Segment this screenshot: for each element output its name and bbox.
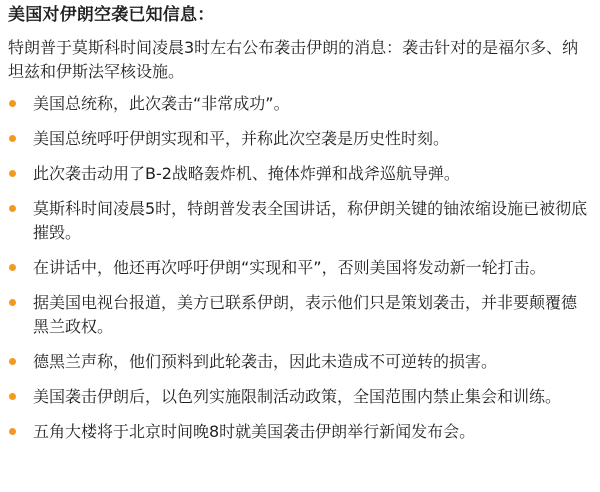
bullet-dot-icon [9, 358, 16, 365]
list-item-text: 五角大楼将于北京时间晚8时就美国袭击伊朗举行新闻发布会。 [33, 422, 476, 441]
bullet-dot-icon [9, 299, 16, 306]
intro-paragraph: 特朗普于莫斯科时间凌晨3时左右公布袭击伊朗的消息：袭击针对的是福尔多、纳坦兹和伊斯法罕核设施。 [8, 38, 579, 81]
bullet-dot-icon [9, 170, 16, 177]
list-item-text: 此次袭击动用了B-2战略轰炸机、掩体炸弹和战斧巡航导弹。 [33, 164, 460, 183]
list-item [8, 197, 590, 245]
bullet-dot-icon [9, 135, 16, 142]
list-item [8, 92, 590, 116]
bullet-dot-icon [9, 264, 16, 271]
list-item-text: 美国总统呼吁伊朗实现和平，并称此次空袭是历史性时刻。 [33, 129, 450, 148]
list-item-text: 莫斯科时间凌晨5时，特朗普发表全国讲话，称伊朗关键的铀浓缩设施已被彻底摧毁。 [33, 199, 588, 242]
list-item [8, 162, 590, 186]
list-item [8, 127, 590, 151]
bullet-dot-icon [9, 100, 16, 107]
list-item [8, 420, 590, 444]
bullet-list [8, 92, 590, 444]
list-item-text: 美国袭击伊朗后，以色列实施限制活动政策，全国范围内禁止集会和训练。 [33, 387, 562, 406]
list-item-text: 在讲话中，他还再次呼吁伊朗“实现和平”，否则美国将发动新一轮打击。 [33, 258, 546, 277]
article-heading: 美国对伊朗空袭已知信息： [8, 5, 215, 25]
list-item [8, 291, 590, 339]
bullet-dot-icon [9, 205, 16, 212]
list-item [8, 256, 590, 280]
bullet-dot-icon [9, 428, 16, 435]
list-item [8, 385, 590, 409]
list-item-text: 美国总统称，此次袭击“非常成功”。 [33, 94, 290, 113]
bullet-dot-icon [9, 393, 16, 400]
list-item-text: 据美国电视台报道，美方已联系伊朗，表示他们只是策划袭击，并非要颠覆德黑兰政权。 [33, 293, 578, 336]
list-item-text: 德黑兰声称，他们预料到此轮袭击，因此未造成不可逆转的损害。 [33, 352, 498, 371]
list-item [8, 350, 590, 374]
